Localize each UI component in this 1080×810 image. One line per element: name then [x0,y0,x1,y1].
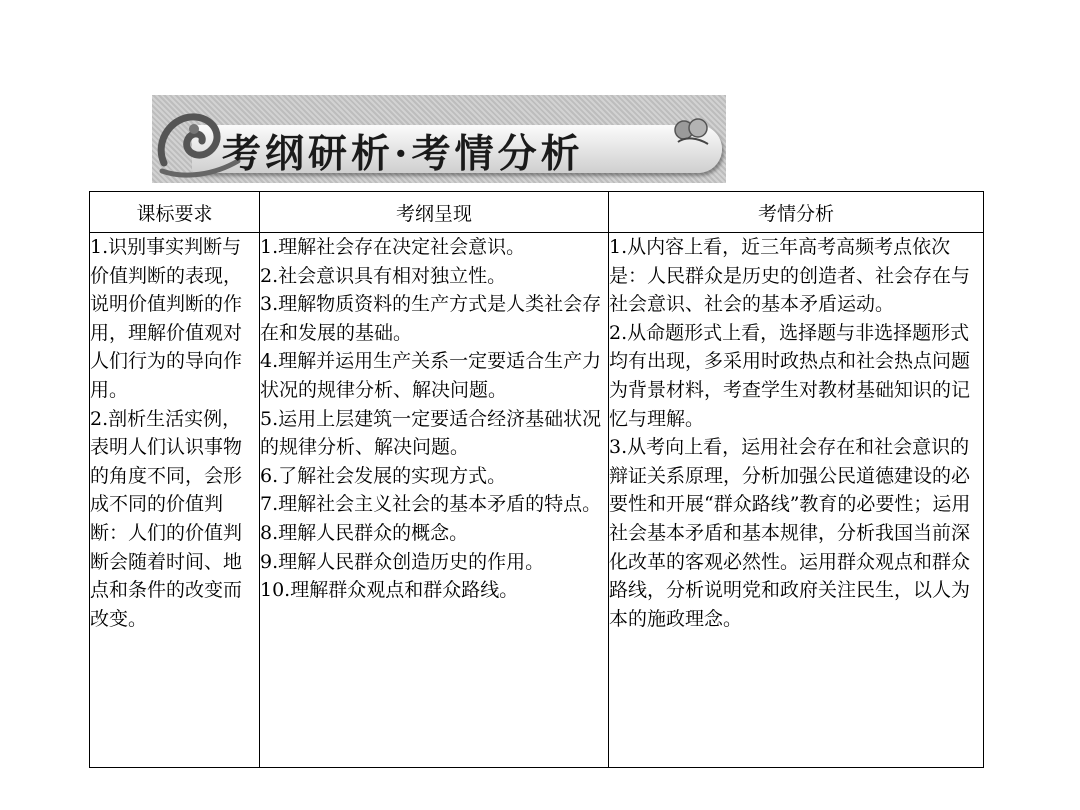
header-analysis: 考情分析 [609,192,984,233]
banner-title: 考纲研析·考情分析 [222,131,584,177]
flower-ornament-icon [668,112,716,152]
header-syllabus: 考纲呈现 [260,192,609,233]
syllabus-item: 5.运用上层建筑一定要适合经济基础状况的规律分析、解决问题。 [260,407,602,459]
syllabus-item: 6.了解社会发展的实现方式。 [260,464,507,487]
header-curriculum: 课标要求 [90,192,260,233]
analysis-item: 1.从内容上看，近三年高考高频考点依次是：人民群众是历史的创造者、社会存在与社会意识、社会的基本矛盾运动。 [609,236,971,316]
syllabus-item: 2.社会意识具有相对独立性。 [260,264,507,287]
syllabus-item: 8.理解人民群众的概念。 [260,521,469,544]
table-header-row [90,192,984,233]
exam-analysis-cell [609,233,984,768]
curriculum-requirements-cell [90,233,260,768]
analysis-item: 3.从考向上看，运用社会存在和社会意识的辩证关系原理，分析加强公民道德建设的必要性和开展“群众路线”教育的必要性；运用社会基本矛盾和基本规律，分析我国当前深化改革的客观必然性。运用群众观点和群众路线，分析说明党和政府关注民生，以人为本的施政理念。 [609,436,971,630]
table-row [90,233,984,768]
analysis-item: 2.从命题形式上看，选择题与非选择题形式均有出现，多采用时政热点和社会热点问题为背景材料，考查学生对教材基础知识的记忆与理解。 [609,321,971,430]
requirement-item: 1.识别事实判断与价值判断的表现，说明价值判断的作用，理解价值观对人们行为的导向作用。 [90,236,243,401]
syllabus-points-cell [260,233,609,768]
syllabus-item: 1.理解社会存在决定社会意识。 [260,236,526,258]
exam-analysis-table [89,191,984,768]
requirement-item: 2.剖析生活实例，表明人们认识事物的角度不同，会形成不同的价值判断：人们的价值判断会随着时间、地点和条件的改变而改变。 [90,407,243,630]
syllabus-item: 3.理解物质资料的生产方式是人类社会存在和发展的基础。 [260,293,602,344]
syllabus-item: 10.理解群众观点和群众路线。 [260,579,519,602]
syllabus-item: 7.理解社会主义社会的基本矛盾的特点。 [260,493,602,516]
syllabus-item: 9.理解人民群众创造历史的作用。 [260,550,545,573]
syllabus-item: 4.理解并运用生产关系一定要适合生产力状况的规律分析、解决问题。 [260,350,602,401]
